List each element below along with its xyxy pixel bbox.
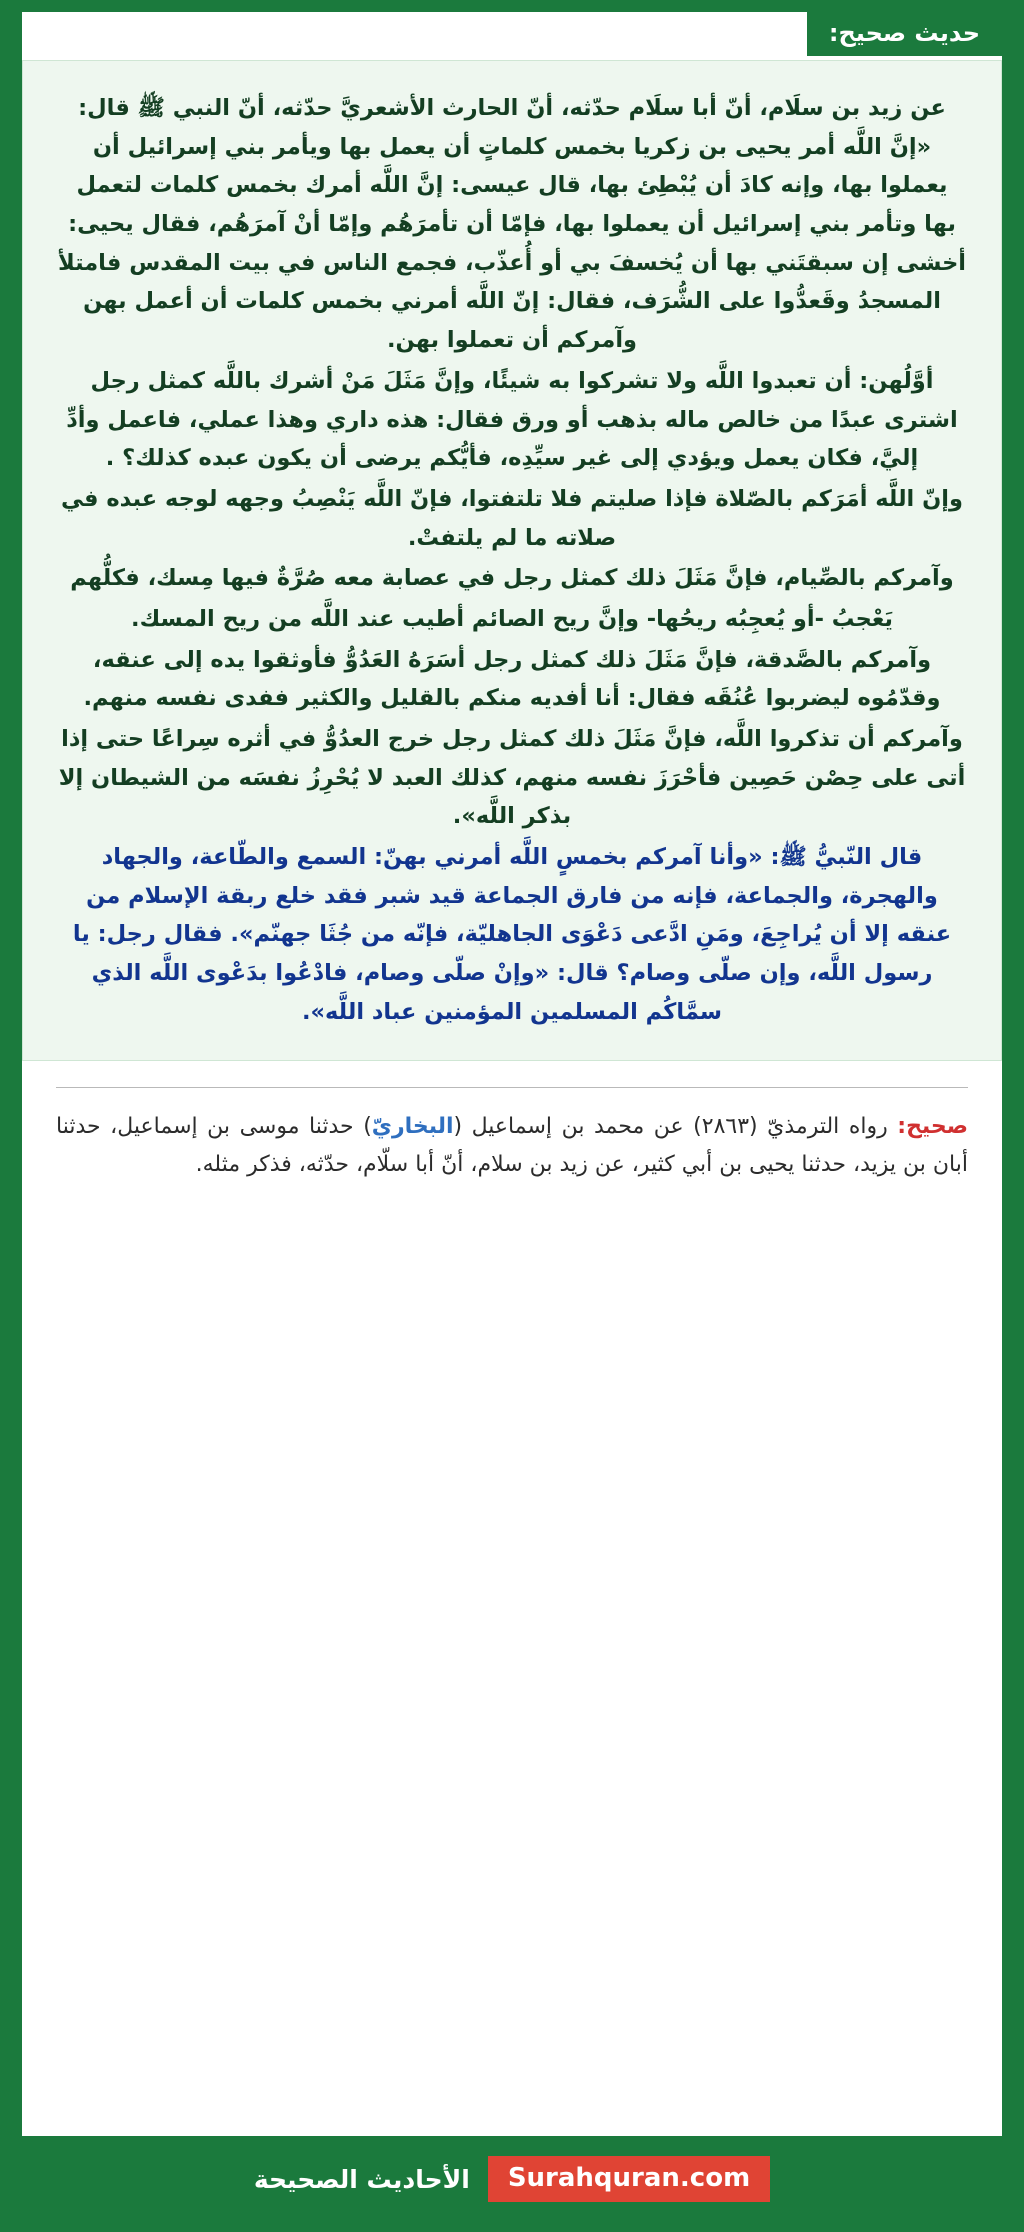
hadith-grade-badge: حديث صحيح: <box>807 12 1002 56</box>
hadith-body-panel <box>22 60 1002 1061</box>
footer-title: الأحاديث الصحيحة <box>253 2164 470 2194</box>
footer-bar <box>22 2136 1002 2222</box>
hadith-paragraph: وآمركم أن تذكروا اللَّه، فإنَّ مَثَلَ ذلك كمثل رجل خرج العدُوُّ في أثره سِراعًا حتى إذا أتى على حِصْن حَصِين فأحْرَزَ نفسه منهم، كذلك العبد لا يُحْرِزُ نفسَه من الشيطان إلا بذكر اللَّه». <box>58 726 966 830</box>
hadith-paragraph: أوَّلُهن: أن تعبدوا اللَّه ولا تشركوا به شيئًا، وإنَّ مَثَلَ مَنْ أشرك باللَّه كمثل رجل اشترى عبدًا من خالص ماله بذهب أو ورق فقال: هذه داري وهذا عملي، فاعمل وأدِّ إليَّ، فكان يعمل ويؤدي إلى غير سيِّدِه، فأيُّكم يرضى أن يكون عبده كذلك؟ . <box>66 367 958 472</box>
grade-label: صحيح: <box>897 1113 969 1139</box>
footer-inner <box>22 2156 1002 2202</box>
takhrij-section <box>22 1088 1002 1195</box>
hadith-paragraph: وآمركم بالصِّيام، فإنَّ مَثَلَ ذلك كمثل رجل في عصابة معه صُرَّةٌ فيها مِسك، فكلُّهم <box>70 565 954 592</box>
right-border-bar <box>1002 0 1024 2232</box>
site-brand-badge[interactable]: Surahquran.com <box>488 2156 770 2202</box>
page-content <box>22 0 1002 2232</box>
hadith-paragraph-highlight: قال النّبيُّ ﷺ: «وأنا آمركم بخمسٍ اللَّه أمرني بهنّ: السمع والطّاعة، والجهاد والهجرة، والجماعة، فإنه من فارق الجماعة قيد شبر فقد خلع ربقة الإسلام من عنقه إلا أن يُراجِعَ، ومَنِ ادَّعى دَعْوَى الجاهليّة، فإنّه من جُثَا جهنّم». فقال رجل: يا رسول اللَّه، وإن صلّى وصام؟ قال: «وإنْ صلّى وصام، فادْعُوا بدَعْوى اللَّه الذي سمَّاكُم المسلمين المؤمنين عباد اللَّه». <box>72 844 952 1025</box>
hadith-paragraph: عن زيد بن سلَام، أنّ أبا سلَام حدّثه، أنّ الحارث الأشعريَّ حدّثه، أنّ النبي ﷺ قال: «إنَّ اللَّه أمر يحيى بن زكريا بخمس كلماتٍ أن يعمل بها ويأمر بني إسرائيل أن يعملوا بها، وإنه كادَ أن يُبْطِئ بها، قال عيسى: إنَّ اللَّه أمرك بخمس كلمات لتعمل بها وتأمر بني إسرائيل أن يعملوا بها، فإمّا أن تأمرَهُم وإمّا أنْ آمرَهُم، فقال يحيى: أخشى إن سبقتَني بها أن يُخسفَ بي أو أُعذّب، فجمع الناس في بيت المقدس فامتلأ المسجدُ وقَعدُّوا على الشُّرَف، فقال: إنّ اللَّه أمرني بخمس كلمات أن أعمل بهن وآمركم أن تعملوا بهن. <box>57 95 967 354</box>
hadith-paragraph: يَعْجبُ -أو يُعجِبُه ريحُها- وإنَّ ريح الصائم أطيب عند اللَّه من ريح المسك. <box>131 605 893 632</box>
top-border-bar <box>0 0 1024 12</box>
hadith-paragraph: وإنّ اللَّه أمَرَكم بالصّلاة فإذا صليتم فلا تلتفتوا، فإنّ اللَّه يَنْصِبُ وجهه لوجه عبده في صلاته ما لم يلتفتْ. <box>60 485 963 551</box>
source-name: البخاريّ <box>371 1113 454 1139</box>
left-border-bar <box>0 0 22 2232</box>
takhrij-text-after: ) حدثنا موسى بن إسماعيل، حدثنا أبان بن يزيد، حدثنا يحيى بن أبي كثير، عن زيد بن سلام، أنّ أبا سلّام، حدّثه، فذكر مثله. <box>56 1113 968 1177</box>
hadith-paragraph: وآمركم بالصَّدقة، فإنَّ مَثَلَ ذلك كمثل رجل أسَرَهُ العَدُوُّ فأوثقوا يده إلى عنقه، وقدّمُوه ليضربوا عُنُقَه فقال: أنا أفديه منكم بالقليل والكثير ففدى نفسه منهم. <box>83 646 941 712</box>
bottom-border-bar <box>0 2222 1024 2232</box>
takhrij-text-before: رواه الترمذيّ (٢٨٦٣) عن محمد بن إسماعيل ( <box>453 1113 898 1139</box>
